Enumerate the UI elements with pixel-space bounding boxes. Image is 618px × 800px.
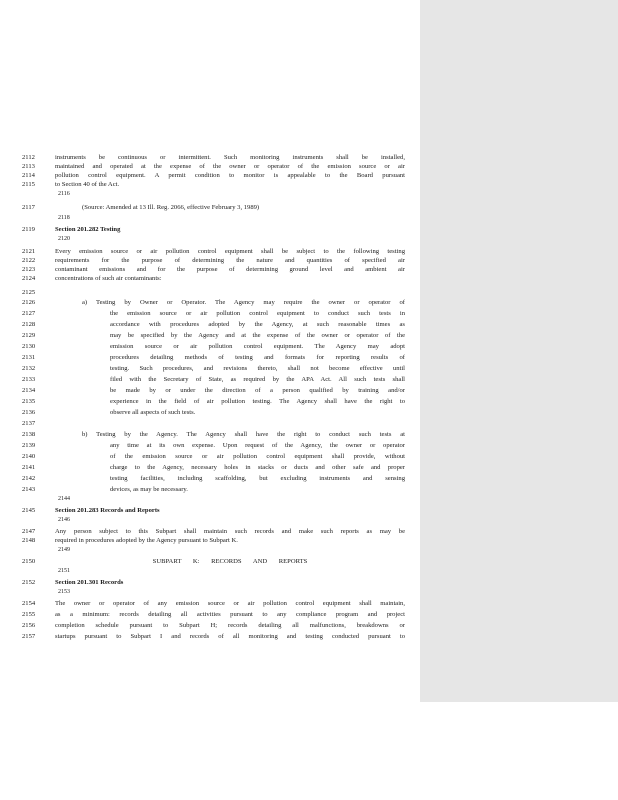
document-line <box>0 331 420 340</box>
line-number: 2138 <box>22 431 36 438</box>
document-line <box>0 632 420 641</box>
line-number: 2142 <box>22 475 36 482</box>
line-text: 2149 <box>58 547 70 553</box>
document-line <box>0 203 420 212</box>
document-line <box>0 386 420 395</box>
line-text: b) Testing by the Agency. The Agency shall have the right to conduct such tests at <box>82 431 405 438</box>
line-text: any time at its own expense. Upon request of the Agency, the owner or operator <box>110 442 405 449</box>
line-text: filed with the Secretary of State, as required by the APA Act. All such tests shall <box>110 376 405 383</box>
line-text: to Section 40 of the Act. <box>55 181 120 188</box>
line-number: 2122 <box>22 257 36 264</box>
line-text: 2144 <box>58 496 70 502</box>
line-number: 2141 <box>22 464 36 471</box>
line-text: be made by or under the direction of a person qualified by training and/or <box>110 387 405 394</box>
line-number: 2139 <box>22 442 36 449</box>
comment-pane <box>420 0 618 702</box>
line-number: 2130 <box>22 343 36 350</box>
line-number: 2155 <box>22 611 36 618</box>
line-number: 2117 <box>22 204 35 211</box>
document-line <box>0 288 420 297</box>
line-number: 2131 <box>22 354 36 361</box>
line-number: 2154 <box>22 600 36 607</box>
line-text: charge to the Agency, necessary holes in stacks or ducts and other safe and proper <box>110 464 405 471</box>
document-line <box>0 320 420 329</box>
line-number: 2157 <box>22 633 36 640</box>
document-line <box>0 235 420 244</box>
document-line <box>0 364 420 373</box>
line-text: the emission source or air pollution control equipment to conduct such tests in <box>110 310 405 317</box>
line-number: 2145 <box>22 507 36 514</box>
document-line <box>0 419 420 428</box>
line-number: 2137 <box>22 420 36 427</box>
document-line <box>0 375 420 384</box>
line-text: testing. Such procedures, and revisions thereto, shall not become effective until <box>110 365 405 372</box>
document-line <box>0 214 420 223</box>
document-line <box>0 474 420 483</box>
document-line <box>0 495 420 504</box>
line-text: pollution control equipment. A permit condition to monitor is appealable to the Board pursuant <box>55 172 405 179</box>
line-text: requirements for the purpose of determining the nature and quantities of specified air <box>55 257 405 264</box>
document-line <box>0 557 420 566</box>
line-number: 2133 <box>22 376 36 383</box>
line-text: as a minimum: records detailing all activities pursuant to any compliance program and project <box>55 611 405 618</box>
document-line <box>0 527 420 536</box>
document-line <box>0 578 420 587</box>
line-text: startups pursuant to Subpart I and records of all monitoring and testing conducted pursuant to <box>55 633 405 640</box>
line-text: may be specified by the Agency and at the expense of the owner or operator of the <box>110 332 405 339</box>
line-text: concentrations of such air contaminants: <box>55 275 162 282</box>
line-text: 2120 <box>58 236 70 242</box>
document-line <box>0 190 420 199</box>
line-number: 2136 <box>22 409 36 416</box>
line-number: 2121 <box>22 248 36 255</box>
document-line <box>0 430 420 439</box>
line-text: (Source: Amended at 13 Ill. Reg. 2066, effective February 3, 1989) <box>82 204 260 211</box>
line-number: 2134 <box>22 387 36 394</box>
line-number: 2114 <box>22 172 35 179</box>
line-text: Every emission source or air pollution control equipment shall be subject to the following testing <box>55 248 405 255</box>
line-number: 2124 <box>22 275 36 282</box>
document-line <box>0 180 420 189</box>
document-line <box>0 274 420 283</box>
line-number: 2113 <box>22 163 35 170</box>
line-number: 2128 <box>22 321 36 328</box>
line-text: emission source or air pollution control equipment. The Agency may adopt <box>110 343 405 350</box>
line-text: Any person subject to this Subpart shall maintain such records and make such reports as may be <box>55 528 405 535</box>
line-text: procedures detailing methods of testing and formats for reporting results of <box>110 354 405 361</box>
document-line <box>0 397 420 406</box>
line-text: 2153 <box>58 589 70 595</box>
line-text: devices, as may be necessary. <box>110 486 188 493</box>
document-line <box>0 353 420 362</box>
document-line <box>0 309 420 318</box>
line-text: SUBPART K: RECORDS AND REPORTS <box>152 558 308 565</box>
line-text: 2151 <box>58 568 70 574</box>
document-line <box>0 408 420 417</box>
document-line <box>0 171 420 180</box>
document-line <box>0 247 420 256</box>
document-line <box>0 162 420 171</box>
document-line <box>0 599 420 608</box>
document-line <box>0 342 420 351</box>
line-text: maintained and operated at the expense of the owner or operator of the emission source or air <box>55 163 405 170</box>
line-number: 2140 <box>22 453 36 460</box>
document-line <box>0 567 420 576</box>
line-number: 2119 <box>22 226 35 233</box>
line-text: Section 201.283 Records and Reports <box>55 507 160 514</box>
document-line <box>0 463 420 472</box>
line-text: 2116 <box>58 191 70 197</box>
document-line <box>0 588 420 597</box>
document-line <box>0 298 420 307</box>
line-text: instruments be continuous or intermittent. Such monitoring instruments shall be installed, <box>55 154 405 161</box>
line-text: testing facilities, including scaffolding, but excluding instruments and sensing <box>110 475 405 482</box>
line-number: 2152 <box>22 579 36 586</box>
document-line <box>0 546 420 555</box>
line-number: 2115 <box>22 181 35 188</box>
line-number: 2123 <box>22 266 36 273</box>
line-text: observe all aspects of such tests. <box>110 409 196 416</box>
line-number: 2150 <box>22 558 36 565</box>
line-text: Section 201.301 Records <box>55 579 124 586</box>
line-number: 2156 <box>22 622 36 629</box>
document-line <box>0 516 420 525</box>
document-line <box>0 441 420 450</box>
line-number: 2129 <box>22 332 36 339</box>
document-line <box>0 621 420 630</box>
document-line <box>0 485 420 494</box>
line-text: Section 201.282 Testing <box>55 226 121 233</box>
line-number: 2147 <box>22 528 36 535</box>
line-number: 2135 <box>22 398 36 405</box>
line-number: 2132 <box>22 365 36 372</box>
line-text: of the emission source or air pollution control equipment shall provide, without <box>110 453 405 460</box>
line-text: required in procedures adopted by the Agency pursuant to Subpart K. <box>55 537 238 544</box>
line-number: 2148 <box>22 537 36 544</box>
document-line <box>0 610 420 619</box>
line-text: accordance with procedures adopted by the Agency, at such reasonable times as <box>110 321 405 328</box>
line-text: a) Testing by Owner or Operator. The Agency may require the owner or operator of <box>82 299 405 306</box>
document-line <box>0 536 420 545</box>
document-line <box>0 265 420 274</box>
line-text: contaminant emissions and for the purpose of determining ground level and ambient air <box>55 266 405 273</box>
document-line <box>0 506 420 515</box>
line-number: 2127 <box>22 310 36 317</box>
line-text: 2146 <box>58 517 70 523</box>
line-number: 2125 <box>22 289 36 296</box>
document-line <box>0 153 420 162</box>
line-text: experience in the field of air pollution testing. The Agency shall have the right to <box>110 398 405 405</box>
line-number: 2112 <box>22 154 35 161</box>
document-line <box>0 225 420 234</box>
line-text: completion schedule pursuant to Subpart H; records detailing all malfunctions, breakdowns or <box>55 622 405 629</box>
line-number: 2143 <box>22 486 36 493</box>
line-number: 2126 <box>22 299 36 306</box>
document-line <box>0 452 420 461</box>
line-text: 2118 <box>58 215 70 221</box>
line-text: The owner or operator of any emission source or air pollution control equipment shall maintain, <box>55 600 405 607</box>
document-line <box>0 256 420 265</box>
